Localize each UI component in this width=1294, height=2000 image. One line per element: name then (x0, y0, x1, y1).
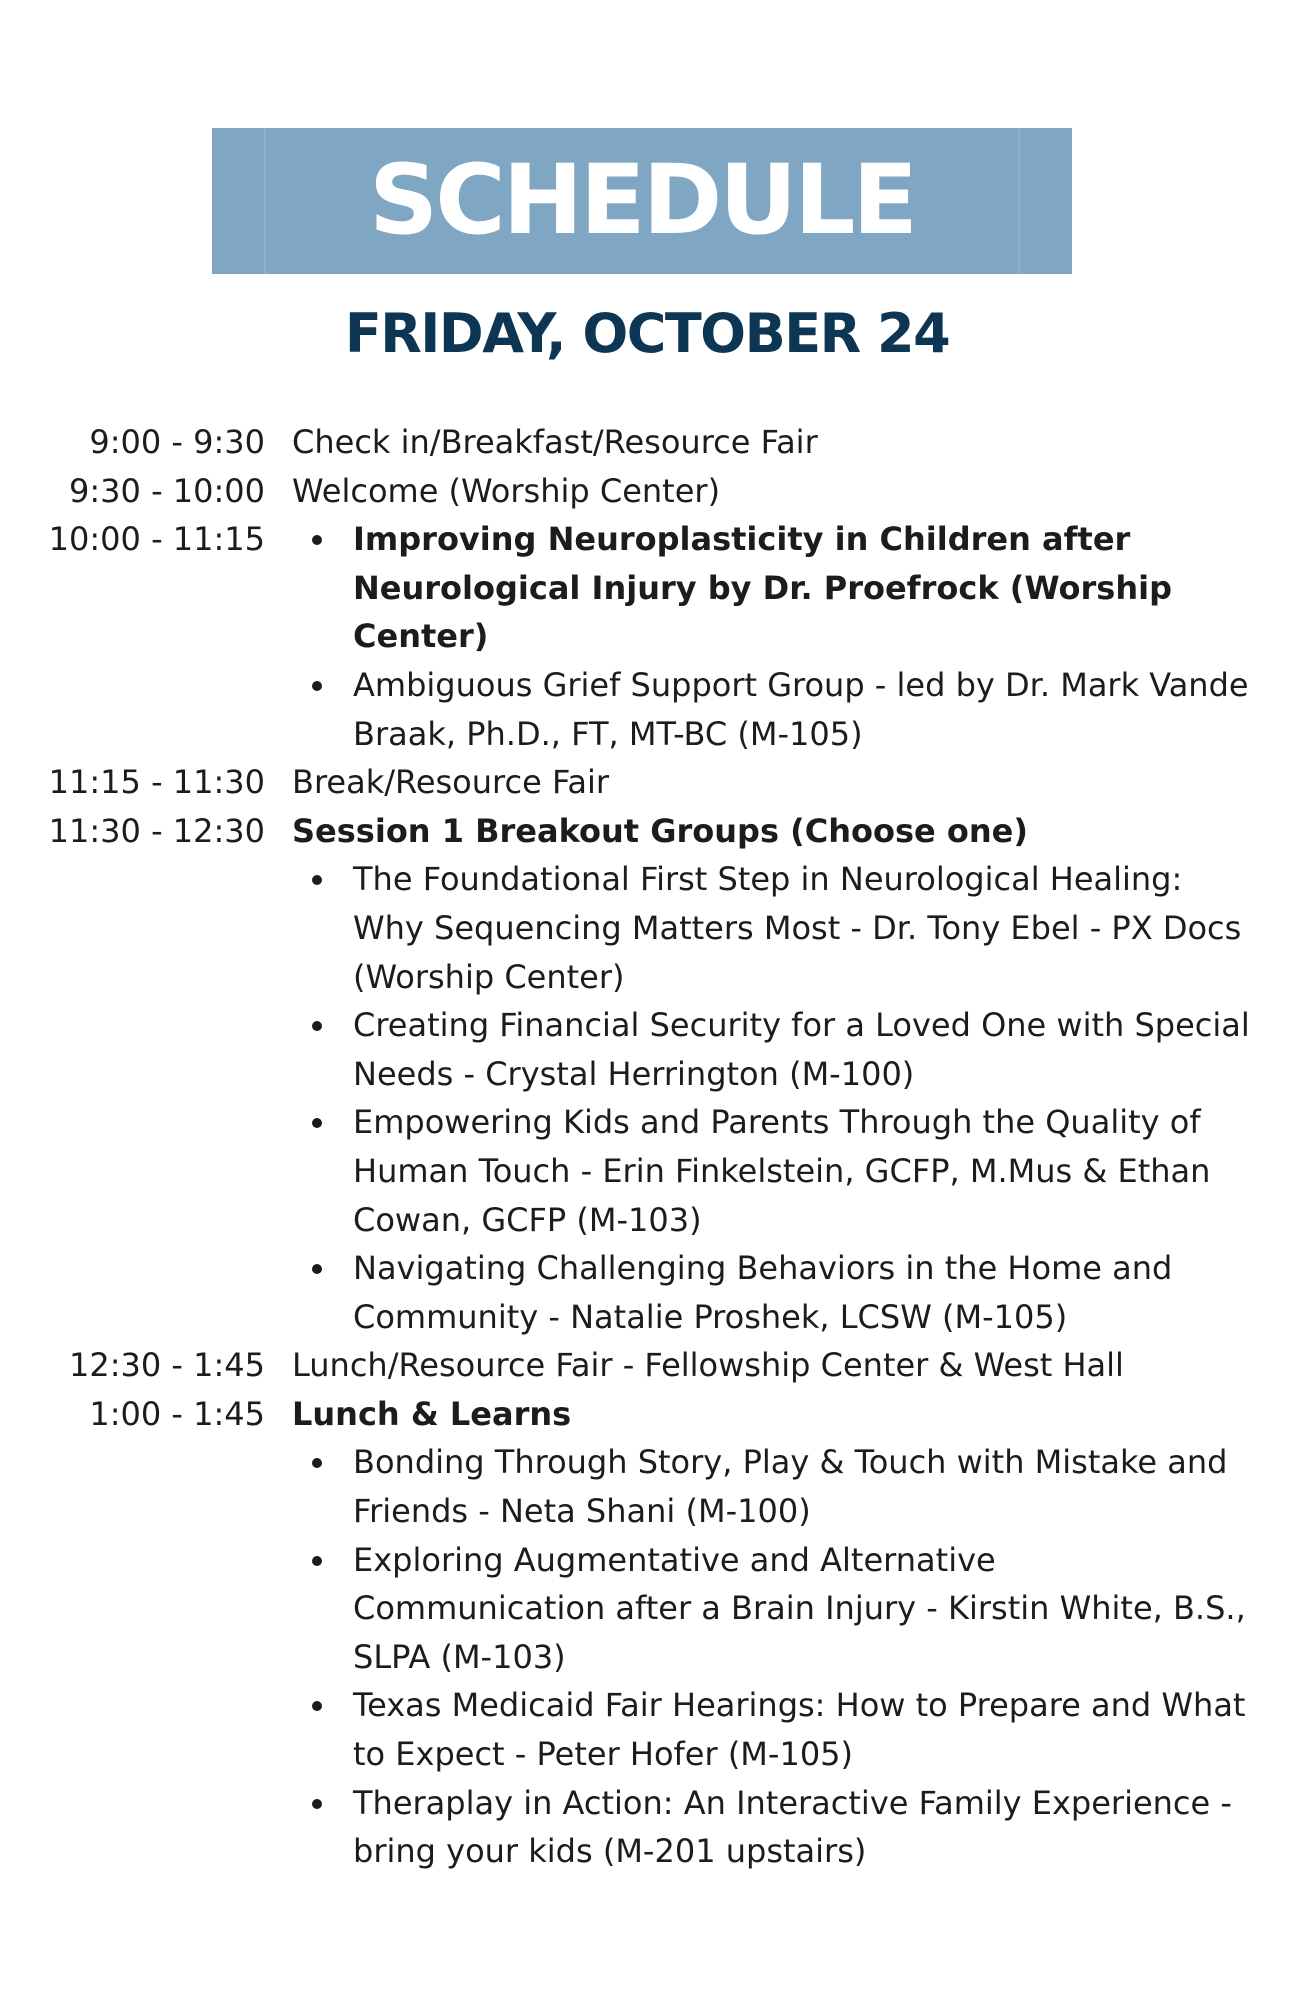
session-item-text: Exploring Augmentative and Alternative Communication after a Brain Injury - Kirstin White, B.S., SLPA (M-103) (353, 1540, 1246, 1676)
bullet-icon (312, 1556, 322, 1566)
schedule-row (0, 807, 1294, 1342)
session-item-text: Ambiguous Grief Support Group - led by Dr. Mark Vande Braak, Ph.D., FT, MT-BC (M-105) (353, 665, 1249, 753)
schedule-list (0, 418, 1294, 1876)
bullet-icon (312, 1264, 322, 1274)
session-item (292, 1438, 1258, 1535)
session-item (292, 1779, 1258, 1876)
bullet-icon (312, 875, 322, 885)
schedule-row (0, 467, 1294, 516)
banner-title: SCHEDULE (369, 144, 915, 256)
bullet-icon (312, 1458, 322, 1468)
time-slot: 9:30 - 10:00 (69, 471, 265, 510)
bullet-icon (312, 1799, 322, 1809)
session-item (292, 1001, 1258, 1098)
time-slot: 9:00 - 9:30 (89, 423, 265, 461)
schedule-row (0, 1390, 1294, 1876)
session-title: Welcome (Worship Center) (292, 471, 721, 510)
time-slot: 12:30 - 1:45 (69, 1346, 265, 1385)
session-item (292, 661, 1258, 758)
session-title: Session 1 Breakout Groups (Choose one) (292, 811, 1028, 850)
bullet-icon (312, 1118, 322, 1128)
bullet-icon (312, 1021, 322, 1031)
time-slot: 1:00 - 1:45 (89, 1394, 265, 1433)
session-title: Lunch & Learns (292, 1394, 572, 1433)
session-item (292, 515, 1258, 661)
session-items (0, 855, 1294, 1341)
session-title: Lunch/Resource Fair - Fellowship Center & West Hall (292, 1346, 1124, 1385)
bullet-icon (312, 681, 322, 691)
date-heading: FRIDAY, OCTOBER 24 (344, 302, 950, 365)
schedule-row (0, 1341, 1294, 1390)
session-item-text: Improving Neuroplasticity in Children after Neurological Injury by Dr. Proefrock (Worship Center) (353, 520, 1172, 656)
session-item (292, 1098, 1258, 1244)
session-item-text: Theraplay in Action: An Interactive Family Experience -bring your kids (M-201 upstairs) (353, 1783, 1232, 1871)
bullet-icon (312, 1701, 322, 1711)
session-item-text: Bonding Through Story, Play & Touch with Mistake and Friends - Neta Shani (M-100) (353, 1443, 1228, 1531)
schedule-row (0, 758, 1294, 807)
session-item (292, 1244, 1258, 1341)
time-slot: 11:30 - 12:30 (48, 811, 265, 850)
session-items (0, 1438, 1294, 1875)
session-item-text: Creating Financial Security for a Loved One with Special Needs - Crystal Herrington (M-100) (353, 1006, 1250, 1093)
session-item (292, 855, 1258, 1001)
time-slot: 10:00 - 11:15 (48, 520, 265, 559)
session-item-text: Empowering Kids and Parents Through the Quality of Human Touch - Erin Finkelstein, GCFP, M.Mus & Ethan Cowan, GCFP (M-103) (353, 1103, 1211, 1239)
session-item-text: The Foundational First Step in Neurological Healing: Why Sequencing Matters Most - Dr. Tony Ebel - PX Docs (Worship Center) (353, 860, 1242, 996)
schedule-row (0, 418, 1294, 467)
session-item (292, 1681, 1258, 1778)
session-item (292, 1536, 1258, 1682)
time-slot: 11:15 - 11:30 (48, 763, 265, 802)
schedule-row (0, 515, 1294, 758)
session-item-text: Texas Medicaid Fair Hearings: How to Prepare and What to Expect - Peter Hofer (M-105) (353, 1686, 1246, 1774)
session-title: Break/Resource Fair (292, 763, 610, 802)
session-title: Check in/Breakfast/Resource Fair (292, 423, 818, 461)
schedule-banner (212, 128, 1072, 274)
session-item-text: Navigating Challenging Behaviors in the Home and Community - Natalie Proshek, LCSW (M-105) (353, 1249, 1173, 1336)
bullet-icon (312, 535, 322, 545)
